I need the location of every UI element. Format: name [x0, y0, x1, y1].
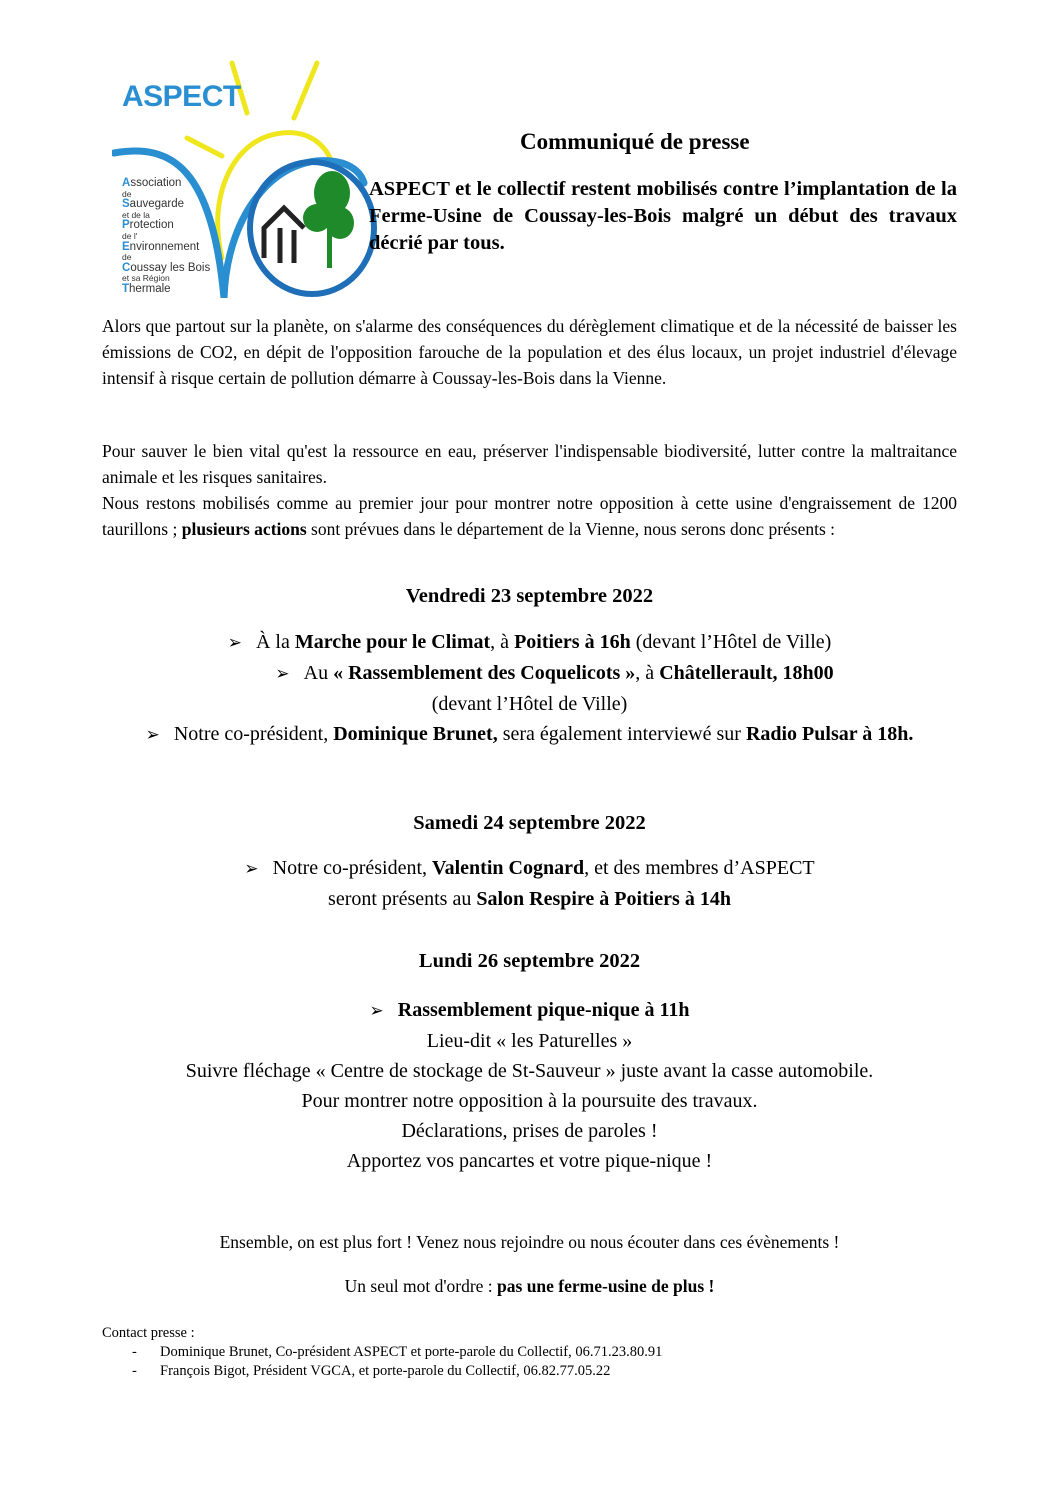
- event-item: [102, 995, 957, 1026]
- event-detail: Lieu-dit « les Paturelles »: [426, 1030, 633, 1052]
- text: , à: [490, 631, 515, 653]
- acronym-row: de l': [122, 230, 138, 241]
- text: Notre co-président,: [272, 857, 433, 879]
- bold-text: plusieurs actions: [181, 519, 307, 539]
- contact-label: Contact presse :: [102, 1325, 195, 1341]
- bold-text: Salon Respire à Poitiers à 14h: [476, 888, 731, 910]
- arrow-bullet-icon: ➢: [275, 663, 290, 684]
- event-item: [102, 658, 957, 689]
- logo-acronym: [122, 178, 210, 295]
- arrow-bullet-icon: ➢: [145, 724, 160, 745]
- bold-text: Radio Pulsar à 18h.: [745, 723, 914, 745]
- arrow-bullet-icon: ➢: [227, 632, 242, 653]
- event-date-1: Vendredi 23 septembre 2022: [405, 585, 654, 607]
- event-location: (devant l’Hôtel de Ville): [431, 693, 628, 715]
- closing-line: Ensemble, on est plus fort ! Venez nous rejoindre ou nous écouter dans ces évènements !: [219, 1232, 840, 1252]
- bold-text: « Rassemblement des Coquelicots »: [333, 662, 636, 684]
- acronym-row: de: [122, 252, 132, 263]
- press-contact: [102, 1324, 662, 1381]
- bold-text: Dominique Brunet,: [333, 723, 498, 745]
- acronym-row: Sauvegarde: [122, 198, 185, 211]
- event-detail: Pour montrer notre opposition à la poursuite des travaux.: [301, 1090, 758, 1112]
- text: Au: [303, 662, 334, 684]
- paragraph2-line1: Pour sauver le bien vital qu'est la ressource en eau, préserver l'indispensable biodiversité, lutter contre la maltraitance animale et les risques sanitaires.: [102, 441, 957, 487]
- contact-item: - François Bigot, Président VGCA, et porte-parole du Collectif, 06.82.77.05.22: [102, 1362, 662, 1381]
- event-list-day2: [102, 853, 957, 914]
- event-detail: Apportez vos pancartes et votre pique-nique !: [346, 1150, 713, 1172]
- event-date-2: Samedi 24 septembre 2022: [413, 812, 646, 834]
- arrow-bullet-icon: ➢: [244, 858, 259, 879]
- mobilisation-paragraph: [102, 438, 957, 542]
- text: seront présents au: [328, 888, 477, 910]
- slogan-line: [102, 1276, 957, 1297]
- event-item: [102, 853, 957, 884]
- arrow-bullet-icon: ➢: [369, 1000, 384, 1021]
- paragraph2-line2: [102, 490, 957, 542]
- bold-text: Châtellerault, 18h00: [659, 662, 834, 684]
- contact-item: - Dominique Brunet, Co-président ASPECT et porte-parole du Collectif, 06.71.23.80.91: [102, 1343, 662, 1362]
- text: Notre co-président,: [173, 723, 334, 745]
- bold-text: pas une ferme-usine de plus !: [497, 1276, 715, 1296]
- text: Un seul mot d'ordre :: [344, 1276, 498, 1296]
- event-list-day1: [102, 627, 957, 750]
- headline: ASPECT et le collectif restent mobilisés contre l’implantation de la Ferme-Usine de Coussay-les-Bois malgré un début des travaux décrié par tous.: [369, 178, 957, 254]
- event-date-3: Lundi 26 septembre 2022: [418, 950, 641, 972]
- acronym-row: et de la: [122, 209, 150, 220]
- event-item: [102, 719, 957, 750]
- text: , et des membres d’ASPECT: [584, 857, 815, 879]
- acronym-row: et sa Région: [122, 273, 170, 284]
- contact-list: [102, 1343, 662, 1381]
- text: (devant l’Hôtel de Ville): [630, 631, 832, 653]
- acronym-row: Coussay les Bois: [122, 261, 211, 274]
- press-release-title: Communiqué de presse: [520, 129, 750, 154]
- intro-paragraph: Alors que partout sur la planète, on s'alarme des conséquences du dérèglement climatique et de la nécessité de baisser les émissions de CO2, en dépit de l'opposition farouche de la population et des élus locaux, un projet industriel d'élevage intensif à risque certain de pollution démarre à Coussay-les-Bois dans la Vienne.: [102, 316, 957, 388]
- text: sont prévues dans le département de la Vienne, nous serons donc présents :: [306, 519, 836, 539]
- acronym-row: Association: [122, 177, 182, 189]
- acronym-row: Protection: [122, 219, 174, 232]
- acronym-row: Thermale: [122, 282, 171, 295]
- bold-text: Rassemblement pique-nique à 11h: [397, 999, 690, 1021]
- acronym-row: de: [122, 188, 132, 199]
- logo-title: ASPECT: [122, 80, 241, 113]
- event-item: [102, 627, 957, 658]
- bold-text: Marche pour le Climat: [294, 631, 491, 653]
- text: À la: [255, 631, 295, 653]
- event-detail: Suivre fléchage « Centre de stockage de St-Sauveur » juste avant la casse automobile.: [185, 1060, 874, 1082]
- event-detail: Déclarations, prises de paroles !: [401, 1120, 658, 1142]
- event-item-cont: [102, 884, 957, 914]
- aspect-logo: [112, 58, 382, 298]
- bold-text: Valentin Cognard: [432, 857, 585, 879]
- text: , à: [635, 662, 660, 684]
- bold-text: Poitiers à 16h: [514, 631, 631, 653]
- text: sera également interviewé sur: [497, 723, 746, 745]
- acronym-row: Environnement: [122, 240, 200, 253]
- text: Nous restons mobilisés comme au premier jour pour montrer notre opposition à cette usine d'engraissement de 1200 taurillons ;: [102, 493, 957, 539]
- event-list-day3: [102, 995, 957, 1176]
